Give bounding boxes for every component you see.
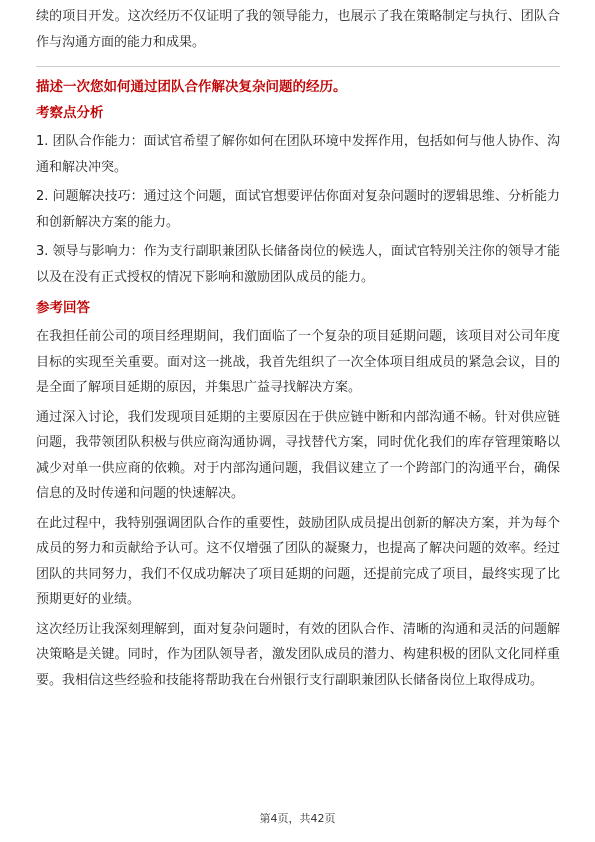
intro-paragraph: 续的项目开发。这次经历不仅证明了我的领导能力，也展示了我在策略制定与执行、团队合作与沟通方面的能力和成果。 [36, 9, 560, 50]
analysis-point-2: 2. 问题解决技巧：通过这个问题，面试官想要评估你面对复杂问题时的逻辑思维、分析能力和创新解决方案的能力。 [36, 189, 560, 230]
document-page [36, 4, 560, 693]
section-divider [36, 66, 560, 67]
page-number-footer: 第4页，共42页 [259, 812, 336, 825]
answer-paragraph-2: 通过深入讨论，我们发现项目延期的主要原因在于供应链中断和内部沟通不畅。针对供应链问题，我带领团队积极与供应商沟通协调，寻找替代方案，同时优化我们的库存管理策略以减少对单一供应商的依赖。对于内部沟通问题，我倡议建立了一个跨部门的沟通平台，确保信息的及时传递和问题的快速解决。 [36, 409, 560, 501]
analysis-heading: 考察点分析 [36, 105, 104, 121]
analysis-point-3: 3. 领导与影响力：作为支行副职兼团队长储备岗位的候选人，面试官特别关注你的领导才能以及在没有正式授权的情况下影响和激励团队成员的能力。 [36, 244, 560, 285]
question-title: 描述一次您如何通过团队合作解决复杂问题的经历。 [36, 79, 347, 95]
analysis-point-1: 1. 团队合作能力：面试官希望了解你如何在团队环境中发挥作用，包括如何与他人协作、沟通和解决冲突。 [36, 134, 560, 175]
answer-paragraph-4: 这次经历让我深刻理解到，面对复杂问题时，有效的团队合作、清晰的沟通和灵活的问题解决策略是关键。同时，作为团队领导者，激发团队成员的潜力、构建积极的团队文化同样重要。我相信这些经验和技能将帮助我在台州银行支行副职兼团队长储备岗位上取得成功。 [36, 621, 560, 688]
answer-paragraph-1: 在我担任前公司的项目经理期间，我们面临了一个复杂的项目延期问题，该项目对公司年度目标的实现至关重要。面对这一挑战，我首先组织了一次全体项目组成员的紧急会议，目的是全面了解项目延期的原因，并集思广益寻找解决方案。 [36, 329, 560, 395]
answer-heading: 参考回答 [36, 300, 90, 316]
answer-paragraph-3: 在此过程中，我特别强调团队合作的重要性，鼓励团队成员提出创新的解决方案，并为每个成员的努力和贡献给予认可。这不仅增强了团队的凝聚力，也提高了解决问题的效率。经过团队的共同努力，我们不仅成功解决了项目延期的问题，还提前完成了项目，最终实现了比预期更好的业绩。 [36, 515, 560, 607]
